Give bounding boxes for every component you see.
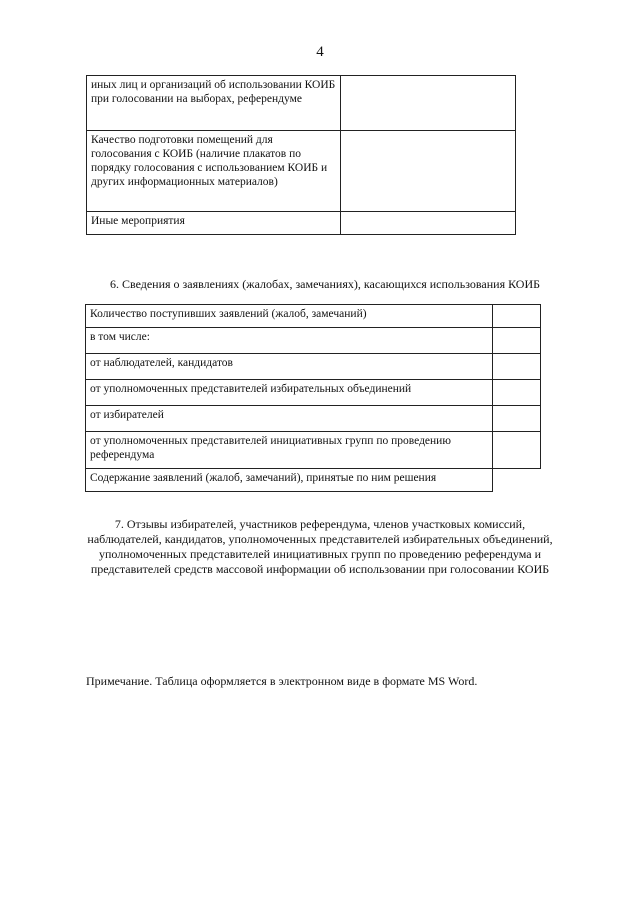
table-row <box>86 328 541 354</box>
section-7-heading: 7. Отзывы избирателей, участников референдума, членов участковых комиссий, наблюдателей, кандидатов, уполномоченных представителей избирательных объединений, уполномоченных представителей инициативных групп по проведению референдума и представителей средств массовой информации об использовании при голосовании КОИБ <box>87 517 553 576</box>
complaints-table <box>85 304 541 492</box>
table-row <box>87 131 516 212</box>
row-value-cell <box>492 380 540 406</box>
row-label-other-activities: Иные мероприятия <box>87 212 341 235</box>
evaluation-table <box>86 75 516 235</box>
table-row <box>86 432 541 469</box>
row-empty-cell <box>492 469 540 492</box>
table-row <box>86 354 541 380</box>
row-value-cell <box>492 328 540 354</box>
complaints-content-label: Содержание заявлений (жалоб, замечаний), принятые по ним решения <box>86 469 493 492</box>
table-row <box>86 406 541 432</box>
page-number: 4 <box>316 44 324 60</box>
complaints-count-label: Количество поступивших заявлений (жалоб, замечаний) <box>86 305 493 328</box>
table-row <box>86 305 541 328</box>
note-text: Примечание. Таблица оформляется в электронном виде в формате MS Word. <box>86 674 478 688</box>
table-row <box>86 380 541 406</box>
from-voters-label: от избирателей <box>86 406 493 432</box>
row-value-cell <box>340 76 515 131</box>
table-row <box>87 212 516 235</box>
row-value-cell <box>492 305 540 328</box>
from-initiative-groups-label: от уполномоченных представителей инициативных групп по проведению референдума <box>86 432 493 469</box>
row-value-cell <box>492 406 540 432</box>
row-value-cell <box>492 354 540 380</box>
row-value-cell <box>492 432 540 469</box>
including-label: в том числе: <box>86 328 493 354</box>
row-label-premises-quality: Качество подготовки помещений для голосования с КОИБ (наличие плакатов по порядку голосования с использованием КОИБ и других информационных материалов) <box>87 131 341 212</box>
table-row <box>87 76 516 131</box>
from-associations-label: от уполномоченных представителей избирательных объединений <box>86 380 493 406</box>
from-observers-label: от наблюдателей, кандидатов <box>86 354 493 380</box>
row-value-cell <box>340 212 515 235</box>
section-6-heading: 6. Сведения о заявлениях (жалобах, замечаниях), касающихся использования КОИБ <box>109 277 541 291</box>
table-row <box>86 469 541 492</box>
row-label-other-persons: иных лиц и организаций об использовании КОИБ при голосовании на выборах, референдуме <box>87 76 341 131</box>
row-value-cell <box>340 131 515 212</box>
